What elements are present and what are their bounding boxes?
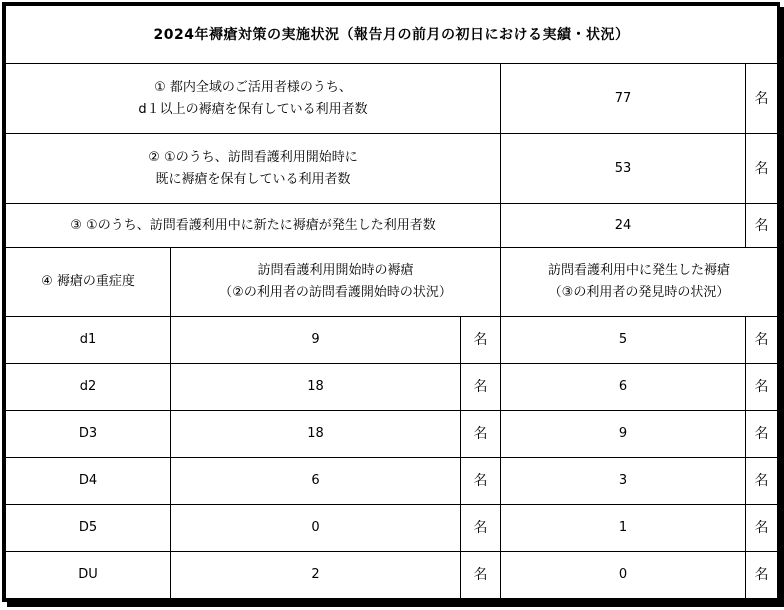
pressure-ulcer-table <box>5 5 778 599</box>
unit-label: 名 <box>461 552 501 599</box>
unit-label: 名 <box>746 458 778 505</box>
grade-label: d2 <box>6 364 171 411</box>
unit-label: 名 <box>461 411 501 458</box>
during-count: 9 <box>501 411 746 458</box>
grade-label: d1 <box>6 317 171 364</box>
question-1-label: ① 都内全域のご活用者様のうち、 d１以上の褥瘡を保有している利用者数 <box>6 64 501 134</box>
report-frame <box>2 2 780 602</box>
during-count: 0 <box>501 552 746 599</box>
start-count: 18 <box>171 411 461 458</box>
table-row <box>6 505 778 552</box>
table-title: 2024年褥瘡対策の実施状況（報告月の前月の初日における実績・状況） <box>6 6 778 64</box>
table-row <box>6 552 778 599</box>
grade-label: D5 <box>6 505 171 552</box>
during-count: 6 <box>501 364 746 411</box>
during-count: 5 <box>501 317 746 364</box>
during-count: 1 <box>501 505 746 552</box>
start-count: 2 <box>171 552 461 599</box>
table-row <box>6 317 778 364</box>
question-2-value: 53 <box>501 134 746 204</box>
unit-label: 名 <box>461 364 501 411</box>
question-1-unit: 名 <box>746 64 778 134</box>
unit-label: 名 <box>746 364 778 411</box>
question-3-unit: 名 <box>746 204 778 248</box>
during-column-header: 訪問看護利用中に発生した褥瘡 （③の利用者の発見時の状況） <box>501 248 778 317</box>
start-count: 18 <box>171 364 461 411</box>
question-3-value: 24 <box>501 204 746 248</box>
question-2-unit: 名 <box>746 134 778 204</box>
grade-label: D4 <box>6 458 171 505</box>
unit-label: 名 <box>461 505 501 552</box>
start-count: 6 <box>171 458 461 505</box>
start-column-header: 訪問看護利用開始時の褥瘡 （②の利用者の訪問看護開始時の状況） <box>171 248 501 317</box>
during-count: 3 <box>501 458 746 505</box>
unit-label: 名 <box>746 411 778 458</box>
grade-label: D3 <box>6 411 171 458</box>
unit-label: 名 <box>746 505 778 552</box>
unit-label: 名 <box>746 552 778 599</box>
start-count: 9 <box>171 317 461 364</box>
start-count: 0 <box>171 505 461 552</box>
question-1-value: 77 <box>501 64 746 134</box>
question-3-label: ③ ①のうち、訪問看護利用中に新たに褥瘡が発生した利用者数 <box>6 204 501 248</box>
severity-header: ④ 褥瘡の重症度 <box>6 248 171 317</box>
table-row <box>6 458 778 505</box>
table-row <box>6 364 778 411</box>
unit-label: 名 <box>746 317 778 364</box>
unit-label: 名 <box>461 317 501 364</box>
table-row <box>6 411 778 458</box>
grade-label: DU <box>6 552 171 599</box>
question-2-label: ② ①のうち、訪問看護利用開始時に 既に褥瘡を保有している利用者数 <box>6 134 501 204</box>
unit-label: 名 <box>461 458 501 505</box>
